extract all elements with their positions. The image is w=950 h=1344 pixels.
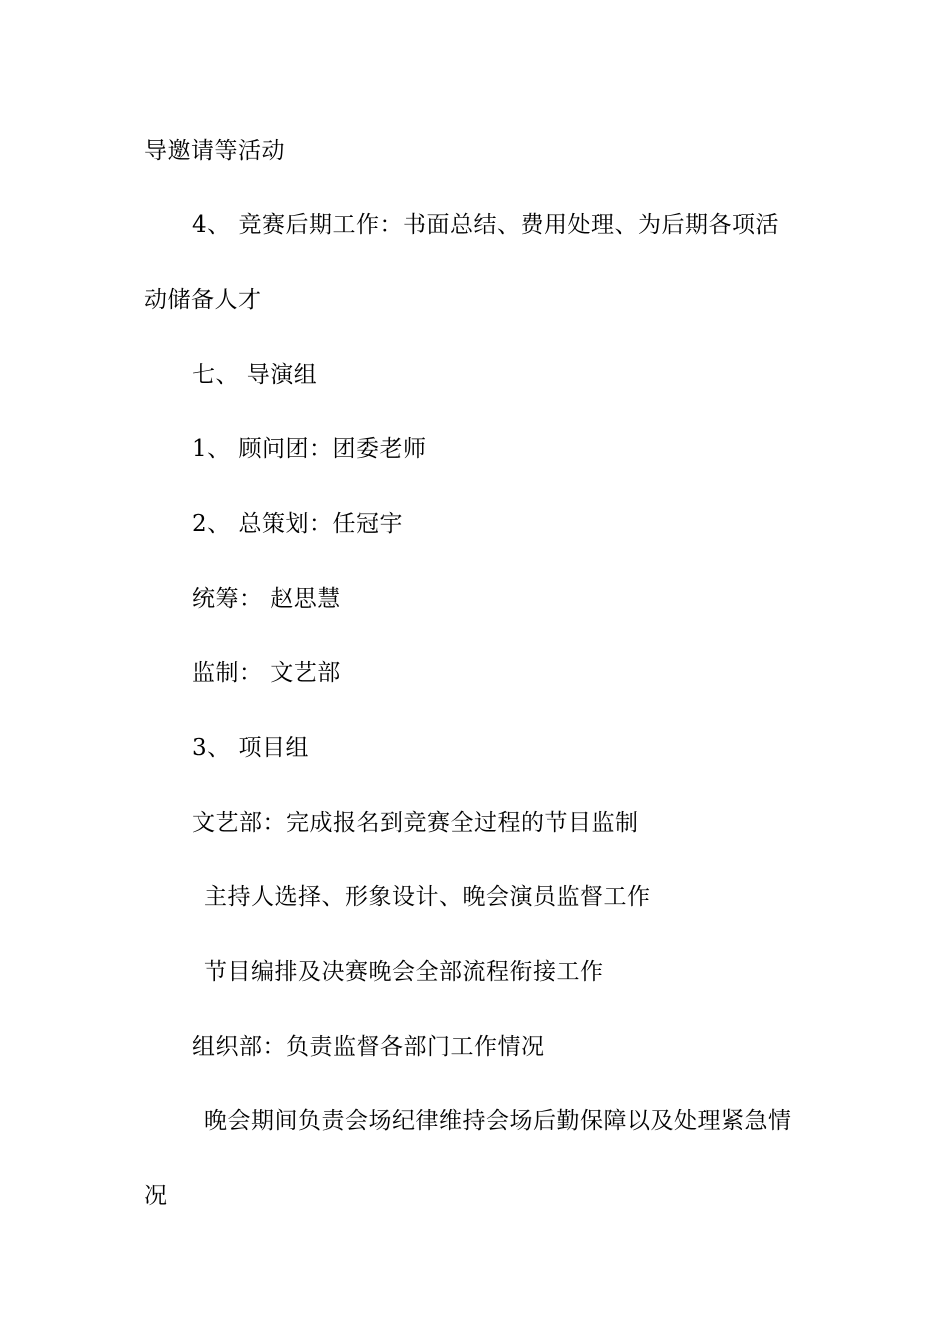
text-line: 导邀请等活动	[144, 138, 285, 164]
text-line: 3、 项目组	[192, 735, 309, 761]
text-line: 主持人选择、形象设计、晚会演员监督工作	[204, 884, 651, 910]
text-line: 况	[144, 1183, 168, 1209]
text-line: 文艺部：完成报名到竞赛全过程的节目监制	[192, 810, 639, 836]
text-line: 监制： 文艺部	[192, 660, 341, 686]
section-heading: 七、 导演组	[192, 362, 318, 388]
text-line: 晚会期间负责会场纪律维持会场后勤保障以及处理紧急情	[204, 1108, 792, 1134]
text-line: 4、 竞赛后期工作：书面总结、费用处理、为后期各项活	[192, 212, 779, 238]
text-line: 节目编排及决赛晚会全部流程衔接工作	[204, 959, 604, 985]
text-line: 组织部：负责监督各部门工作情况	[192, 1034, 545, 1060]
text-line: 动储备人才	[144, 287, 262, 313]
text-line: 2、 总策划：任冠宇	[192, 511, 403, 537]
text-line: 1、 顾问团：团委老师	[192, 436, 427, 462]
text-line: 统筹： 赵思慧	[192, 586, 341, 612]
